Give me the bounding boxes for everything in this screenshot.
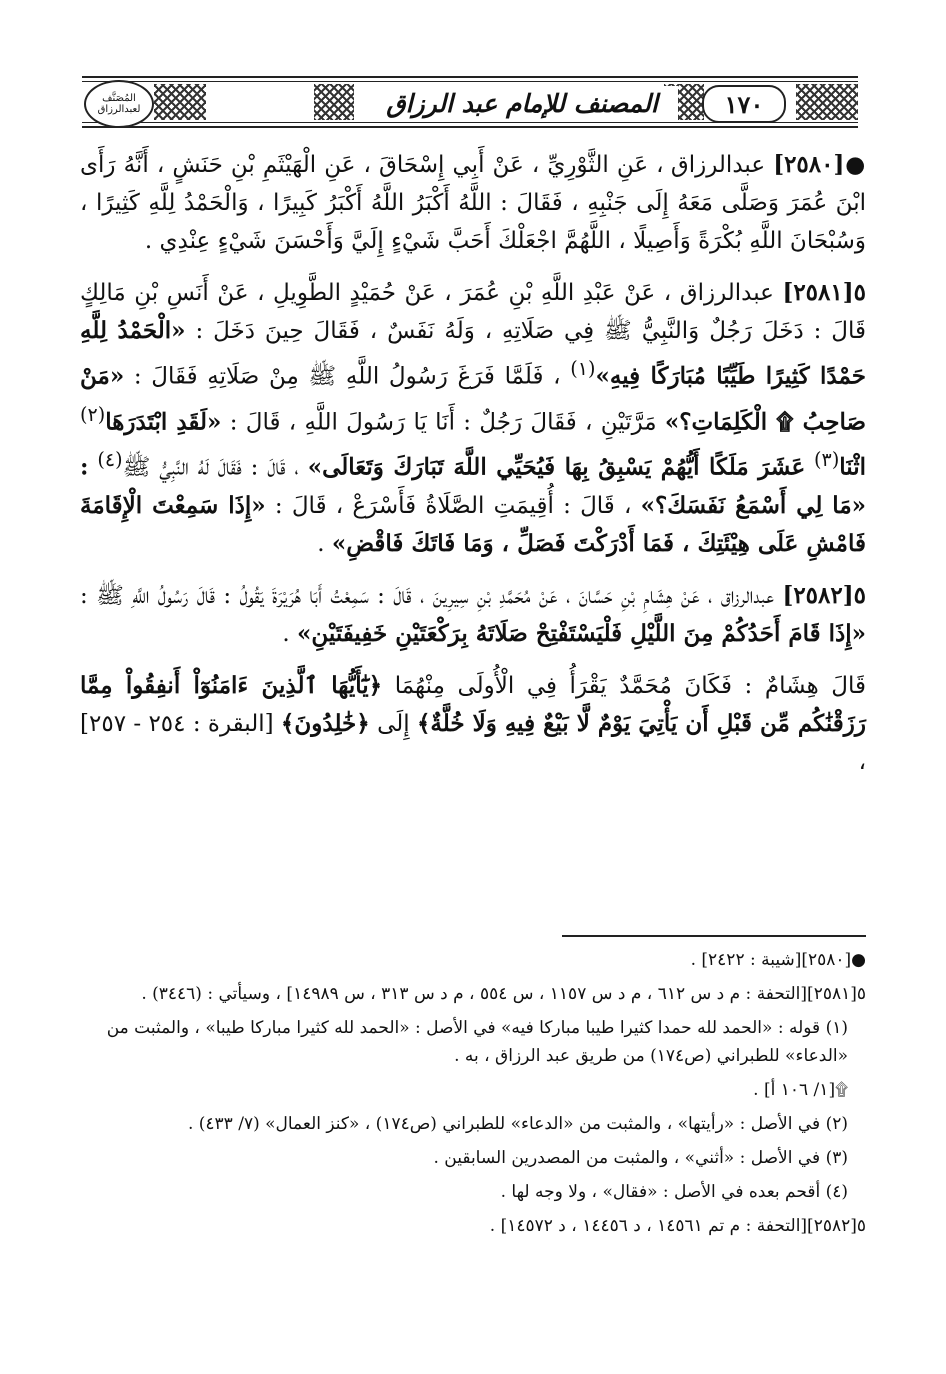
hadith-number: ●[٢٥٨٠]: [773, 151, 867, 178]
header-rule-top: [82, 76, 858, 78]
hadith-text: ، قَالَ : أُقِيمَتِ الصَّلَاةُ فَأَسْرَعْ ، قَالَ :: [274, 492, 632, 519]
book-emblem-logo: المُصَنَّف لعبدالرزاق: [84, 80, 154, 128]
hadith-2581: [80, 274, 866, 563]
running-title: المصنف للإمام عبد الرزاق: [366, 86, 678, 120]
footnote-2: (٢) في الأصل : «رأيتها» ، والمثبت من «الدعاء» للطبراني (ص١٧٤) ، «كنز العمال» (٧/ ٤٣٣) .: [187, 1114, 848, 1134]
prophetic-text: «مَنْ صَاحِبُ ۩ الْكَلِمَاتِ؟»: [80, 362, 866, 436]
hadith-2582: [80, 577, 866, 653]
hadith-number: ٥[٢٥٨١]: [782, 279, 866, 306]
footnote-ref: (١): [570, 357, 596, 380]
prophetic-text: «إِذَا قَامَ أَحَدُكُمْ مِنَ اللَّيْلِ فَلْيَسْتَفْتِحْ صَلَاتَهُ بِرَكْعَتَيْنِ خَفِيفَتَيْنِ»: [297, 619, 866, 647]
footnote-divider: [562, 935, 866, 937]
header-ornament-center-left: [314, 84, 354, 120]
hadith-text: .: [282, 620, 290, 647]
header-rule-bottom: [82, 126, 858, 128]
comment-text: إِلَى: [377, 710, 410, 737]
manuscript-page-note: ۩[١/ ١٠٦ أ] .: [753, 1080, 848, 1100]
prophetic-text: «إِذَا سَمِعْتَ الْإِقَامَةَ فَامْشِ عَلَى هِيْئَتِكَ ، فَمَا أَدْرَكْتَ فَصَلِّ ، وَمَا فَاتَكَ فَاقْضِ»: [80, 491, 866, 557]
hadith-number: ٥[٢٥٨٢]: [782, 581, 866, 609]
footnotes: [80, 946, 866, 1246]
source-note-2581: ٥[٢٥٨١][التحفة : م د س ٦١٢ ، م د س ١١٥٧ ، س ٥٥٤ ، م د س ٣١٣ ، س ١٤٩٨٩] ، وسيأتي : (٣٤٤٦) .: [141, 984, 866, 1004]
hadith-text: ، فَلَمَّا فَرَغَ رَسُولُ اللَّهِ ﷺ مِنْ صَلَاتِهِ فَقَالَ :: [133, 363, 561, 390]
prophetic-text: : «مَا لِي أَسْمَعُ نَفَسَكَ؟»: [80, 453, 867, 519]
footnote-ref: (٣): [814, 448, 840, 472]
hadith-text: عبدالرزاق ، عَنْ هِشَامِ بْنِ حَسَّانَ ، عَنْ مُحَمَّدِ بْنِ سِيرِينَ ، قَالَ : سَمِعْتُ أَبَا هُرَيْرَةَ يَقُولُ : قَالَ رَسُولُ اللَّهِ ﷺ :: [80, 582, 775, 609]
hadith-2580: [80, 146, 866, 260]
footnote-ref: (٢): [80, 402, 106, 426]
quran-verse: ﴿يَٰٓأَيُّهَا ٱلَّذِينَ ءَامَنُوٓاْ أَنفِقُواْ مِمَّا رَزَقْنَٰكُم مِّن قَبْلِ أَن يَأْتِيَ يَوْمٌ لَّا بَيْعٌ فِيهِ وَلَا خُلَّةٌ﴾: [80, 671, 866, 737]
prophetic-text: «الْحَمْدُ لِلَّهِ حَمْدًا كَثِيرًا طَيِّبًا مُبَارَكًا فِيهِ»: [80, 317, 867, 390]
hadith-text: عبدالرزاق ، عَنْ عَبْدِ اللَّهِ بْنِ عُمَرَ ، عَنْ حُمَيْدٍ الطَّوِيلِ ، عَنْ أَنَسِ بْنِ مَالِكٍ قَالَ : دَخَلَ رَجُلٌ وَالنَّبِيُّ ﷺ فِي صَلَاتِهِ ، وَلَهُ نَفَسٌ ، فَقَالَ حِينَ دَخَلَ :: [80, 280, 867, 344]
hadith-text: عبدالرزاق ، عَنِ الثَّوْرِيِّ ، عَنْ أَبِي إِسْحَاقَ ، عَنِ الْهَيْثَمِ بْنِ حَنَشٍ ، أَنَّهُ رَأَى ابْنَ عُمَرَ وَصَلَّى مَعَهُ إِلَى جَنْبِهِ ، فَقَالَ : اللَّهُ أَكْبَرُ اللَّهُ أَكْبَرُ كَبِيرًا ، وَالْحَمْدُ لِلَّهِ كَثِيرًا ، وَسُبْحَانَ اللَّهِ بُكْرَةً وَأَصِيلًا ، اللَّهُمَّ اجْعَلْكَ أَحَبَّ شَيْءٍ إِلَيَّ وَأَحْسَنَ شَيْءٍ عِنْدِي .: [80, 152, 866, 254]
page-header: [82, 76, 858, 128]
source-note-2582: ٥[٢٥٨٢][التحفة : م تم ١٤٥٦١ ، د ١٤٤٥٦ ، د ١٤٥٧٢] .: [489, 1216, 866, 1236]
header-ornament-left: [154, 84, 206, 120]
footnote-1: (١) قوله : «الحمد لله حمدا كثيرا طيبا مباركا فيه» في الأصل : «الحمد لله كثيرا مباركا طيبا» ، والمثبت من «الدعاء» للطبراني (ص١٧٤) من طريق عبد الرزاق ، به .: [106, 1018, 848, 1066]
quran-verse: ﴿خَٰلِدُونَ﴾: [280, 709, 370, 737]
footnote-3: (٣) في الأصل : «أثني» ، والمثبت من المصدرين السابقين .: [433, 1148, 848, 1168]
prophetic-text: عَشَرَ مَلَكًا أَيُّهُمْ يَسْبِقُ بِهَا فَيُحَيِّي اللَّهَ تَبَارَكَ وَتَعَالَى»: [307, 453, 806, 481]
hadith-text: .: [317, 530, 325, 557]
footnote-4: (٤) أقحم بعده في الأصل : «فقال» ، ولا وجه لها .: [500, 1182, 848, 1202]
main-text: [80, 146, 866, 795]
comment-text: قَالَ هِشَامٌ : فَكَانَ مُحَمَّدٌ يَقْرَأُ فِي الْأُولَى مِنْهُمَا: [394, 672, 867, 699]
header-ornament-right: [796, 84, 858, 120]
prophetic-text: اثْنَا: [839, 453, 867, 481]
hadith-text: ، قَالَ : فَقَالَ لَهُ النَّبِيُّ ﷺ: [122, 454, 299, 481]
header-rule-inner-top: [82, 81, 858, 82]
footnote-ref: (٤): [97, 448, 123, 472]
hadith-text: مَرَّتَيْنِ ، فَقَالَ رَجُلٌ : أَنَا يَا رَسُولَ اللَّهِ ، قَالَ :: [229, 409, 657, 436]
hisham-comment: [80, 667, 866, 781]
prophetic-text: «لَقَدِ ابْتَدَرَهَا: [105, 408, 222, 436]
page-number: ١٧٠: [702, 85, 786, 123]
quran-reference: [البقرة : ٢٥٤ - ٢٥٧] ،: [80, 710, 866, 775]
source-note-2580: ●[٢٥٨٠][شيبة : ٢٤٢٢] .: [690, 950, 866, 970]
